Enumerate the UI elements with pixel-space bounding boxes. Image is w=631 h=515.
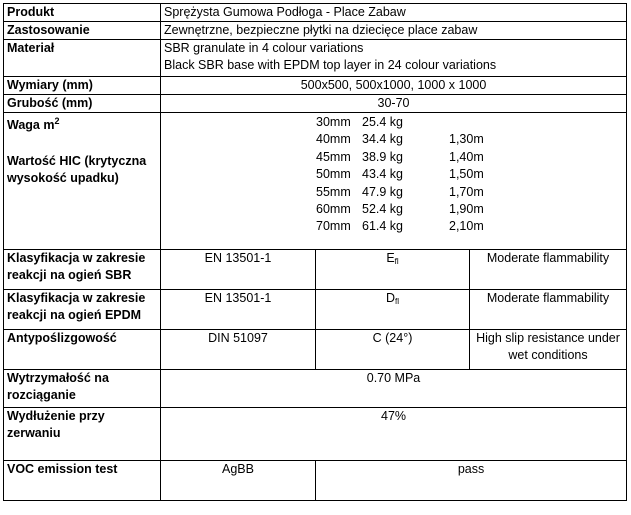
material-label: Materiał (4, 40, 161, 77)
row-wymiary (4, 77, 627, 95)
row-grubosc (4, 95, 627, 113)
spec-table (3, 3, 627, 501)
antypo-standard: DIN 51097 (161, 330, 316, 370)
klas-sbr-class: $E_{fl}$ (316, 250, 470, 290)
thickness-value: 60mm (316, 201, 351, 216)
weight-value: 52.4 kg (362, 201, 404, 216)
hic-label: Wartość HIC (krytyczna wysokość upadku) (7, 154, 147, 185)
thickness-value: 30mm (316, 115, 351, 129)
wydl-value: 47% (161, 408, 627, 461)
hic-value: 1,90m (449, 201, 484, 216)
klas-sbr-label: Klasyfikacja w zakresie reakcji na ogień SBR (4, 250, 161, 290)
grubosc-label: Grubość (mm) (4, 95, 161, 113)
row-produkt (4, 4, 627, 22)
row-material (4, 40, 627, 77)
antypo-note: High slip resistance under wet conditions (470, 330, 627, 370)
material-value-line-2: Black SBR base with EPDM top layer in 24 colour variations (164, 58, 497, 72)
voc-result: pass (316, 461, 627, 501)
grubosc-value: 30-70 (161, 95, 627, 113)
zastosowanie-value: Zewnętrzne, bezpieczne płytki na dziecięce place zabaw (161, 22, 627, 40)
voc-label: VOC emission test (4, 461, 161, 501)
thickness-value: 45mm (316, 149, 351, 164)
weight-value: 34.4 kg (362, 132, 404, 147)
wytrz-value: 0.70 MPa (161, 370, 627, 408)
klas-epdm-standard: EN 13501-1 (161, 290, 316, 330)
weight-row (164, 131, 623, 148)
weight-value: 43.4 kg (362, 167, 404, 182)
row-klasyfikacja-sbr (4, 250, 627, 290)
klas-sbr-note: Moderate flammability (470, 250, 627, 290)
wymiary-value: 500x500, 500x1000, 1000 x 1000 (161, 77, 627, 95)
wytrz-label: Wytrzymałość na rozciąganie (4, 370, 161, 408)
hic-value: 1,70m (449, 184, 484, 199)
produkt-value: Sprężysta Gumowa Podłoga - Place Zabaw (161, 4, 627, 22)
waga-values (161, 113, 627, 250)
wymiary-label: Wymiary (mm) (4, 77, 161, 95)
weight-row (164, 201, 623, 218)
material-value-line-1: SBR granulate in 4 colour variations (164, 41, 364, 55)
weight-value: 47.9 kg (362, 184, 404, 199)
row-voc (4, 461, 627, 501)
hic-value: 1,50m (449, 167, 484, 182)
klas-epdm-label: Klasyfikacja w zakresie reakcji na ogień EPDM (4, 290, 161, 330)
hic-value: 1,30m (449, 132, 484, 147)
wydl-label: Wydłużenie przy zerwaniu (4, 408, 161, 461)
klas-sbr-class-sub: fl (394, 257, 399, 266)
klas-epdm-class-sub: fl (395, 297, 400, 306)
waga-label: Waga $m^2$ (7, 116, 60, 132)
row-wydluzenie (4, 408, 627, 461)
weight-row (164, 114, 623, 131)
row-zastosowanie (4, 22, 627, 40)
klas-epdm-note: Moderate flammability (470, 290, 627, 330)
row-wytrzymalosc (4, 370, 627, 408)
voc-standard: AgBB (161, 461, 316, 501)
antypo-label: Antypoślizgowość (4, 330, 161, 370)
thickness-value: 50mm (316, 167, 351, 182)
weight-value: 25.4 kg (362, 115, 404, 129)
hic-value: 1,40m (449, 149, 484, 164)
antypo-class: C (24°) (316, 330, 470, 370)
waga-label-cell (4, 113, 161, 250)
weight-value: 38.9 kg (362, 149, 404, 164)
hic-value: 2,10m (449, 219, 484, 234)
weight-row (164, 149, 623, 166)
row-klasyfikacja-epdm (4, 290, 627, 330)
weight-row (164, 166, 623, 183)
waga-label-sup: 2 (54, 116, 60, 126)
produkt-label: Produkt (4, 4, 161, 22)
thickness-value: 40mm (316, 132, 351, 147)
row-antyposlizgowosc (4, 330, 627, 370)
row-waga (4, 113, 627, 250)
weight-row (164, 218, 623, 235)
zastosowanie-label: Zastosowanie (4, 22, 161, 40)
weight-row (164, 184, 623, 201)
thickness-value: 55mm (316, 184, 351, 199)
material-value (161, 40, 627, 77)
klas-sbr-standard: EN 13501-1 (161, 250, 316, 290)
klas-epdm-class: $D_{fl}$ (316, 290, 470, 330)
thickness-value: 70mm (316, 219, 351, 234)
weight-value: 61.4 kg (362, 219, 404, 234)
